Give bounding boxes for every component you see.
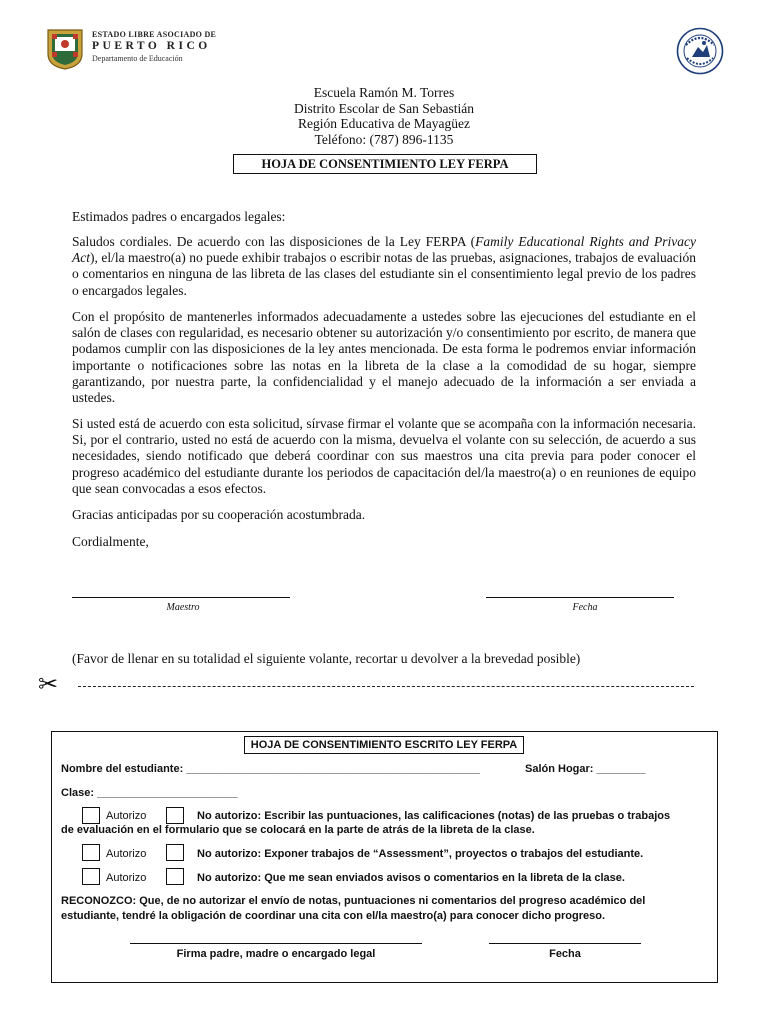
p1-text-b: ), el/la maestro(a) no puede exhibir trabajos o escribir notas de las pruebas, asignaciones, trabajos de evaluación o comentarios en ninguna de las libreta de las clases del estudiante sin el consentimiento legal previo de los padres o encargados legales.: [72, 250, 696, 298]
authorize-label-2: Autorizo: [106, 848, 147, 860]
not-authorize-checkbox-3[interactable]: [166, 868, 184, 885]
paragraph-3: Si usted está de acuerdo con esta solicitud, sírvase firmar el volante que se acompaña con la información necesaria. Si, por el contrario, usted no está de acuerdo con la misma, devuelva el volante con su selección, de acuerdo a sus necesidades, siendo notificado que deberá coordinar con sus maestros una cita previa para poder conocer el progreso académico del estudiante durante los periodos de capacitación del/la maestro(a) o en reuniones de equipo que sean convocadas a esos efectos.: [72, 416, 696, 496]
paragraph-4: Gracias anticipadas por su cooperación acostumbrada.: [72, 507, 366, 522]
form-date-label: Fecha: [549, 948, 581, 960]
cut-line: [78, 686, 694, 687]
not-authorize-checkbox-1[interactable]: [166, 807, 184, 824]
authorize-label-3: Autorizo: [106, 872, 147, 884]
school-region: Región Educativa de Mayagüez: [297, 116, 471, 131]
school-district: Distrito Escolar de San Sebastián: [294, 100, 474, 116]
p1-text-a: Saludos cordiales. De acuerdo con las disposiciones de la Ley FERPA (: [72, 234, 476, 249]
logo-line-2: PUERTO RICO: [92, 40, 211, 52]
greeting: Estimados padres o encargados legales:: [72, 209, 286, 224]
letter-title: HOJA DE CONSENTIMIENTO LEY FERPA: [233, 154, 537, 174]
date-signature-line[interactable]: [486, 597, 674, 598]
school-info: [0, 85, 768, 147]
logo-line-3: Departamento de Educación: [92, 54, 183, 63]
option-3-text: No autorizo: Que me sean enviados avisos o comentarios en la libreta de la clase.: [197, 872, 625, 884]
school-name: Escuela Ramón M. Torres: [313, 85, 455, 100]
logo-line-1: ESTADO LIBRE ASOCIADO DE: [92, 30, 217, 39]
scissors-icon: ✂: [38, 672, 59, 698]
form-title: HOJA DE CONSENTIMIENTO ESCRITO LEY FERPA: [244, 736, 524, 754]
paragraph-1: [72, 234, 696, 299]
authorize-checkbox-1[interactable]: [82, 807, 100, 824]
school-phone: Teléfono: (787) 896-1135: [314, 131, 454, 147]
student-name-field[interactable]: Nombre del estudiante: ________________________________________________: [61, 763, 480, 775]
form-date-line[interactable]: [489, 943, 641, 944]
option-1-text-b: de evaluación en el formulario que se colocará en la parte de atrás de la libreta de la clase.: [61, 824, 535, 836]
instruction-text: (Favor de llenar en su totalidad el siguiente volante, recortar u devolver a la brevedad posible): [72, 651, 581, 666]
homeroom-field[interactable]: Salón Hogar: ________: [525, 763, 646, 775]
parent-signature-line[interactable]: [130, 943, 422, 944]
authorize-label-1: Autorizo: [106, 810, 147, 822]
teacher-signature-label: Maestro: [166, 602, 200, 613]
not-authorize-checkbox-2[interactable]: [166, 844, 184, 861]
closing: Cordialmente,: [72, 534, 149, 549]
acknowledgement-text-b: estudiante, tendré la obligación de coordinar una cita con el/la maestro(a) para conocer dicho progreso.: [61, 910, 606, 922]
school-seal-icon: [676, 27, 724, 75]
authorize-checkbox-2[interactable]: [82, 844, 100, 861]
authorize-checkbox-3[interactable]: [82, 868, 100, 885]
date-signature-label: Fecha: [572, 602, 598, 613]
parent-signature-label: Firma padre, madre o encargado legal: [176, 948, 376, 960]
pr-education-logo: [46, 28, 246, 72]
class-field[interactable]: Clase: _______________________: [61, 787, 238, 799]
option-1-text-a: No autorizo: Escribir las puntuaciones, las calificaciones (notas) de las pruebas o trabajos: [197, 810, 671, 822]
teacher-signature-line[interactable]: [72, 597, 290, 598]
acknowledgement-text-a: RECONOZCO: Que, de no autorizar el envío de notas, puntuaciones ni comentarios del progreso académico del: [61, 895, 646, 907]
p1-text-italic: Family Educational Rights and Privacy Act: [72, 234, 696, 266]
paragraph-2: Con el propósito de mantenerles informados adecuadamente a ustedes sobre las ejecuciones del estudiante en el salón de clases con regularidad, es necesario obtener su autorización y/o consentimiento por escrito, de manera que podamos cumplir con las disposiciones de la ley antes mencionada. De esta forma le podremos enviar información importante o notificaciones sobre las notas en la libreta de la clase a la comodidad de su hogar, siempre garantizando, por nuestra parte, la confidencialidad y el manejo adecuado de la información a ser enviada a ustedes.: [72, 309, 696, 406]
option-2-text: No autorizo: Exponer trabajos de “Assessment”, proyectos o trabajos del estudiante.: [197, 848, 644, 860]
puerto-rico-seal-icon: [46, 28, 84, 70]
